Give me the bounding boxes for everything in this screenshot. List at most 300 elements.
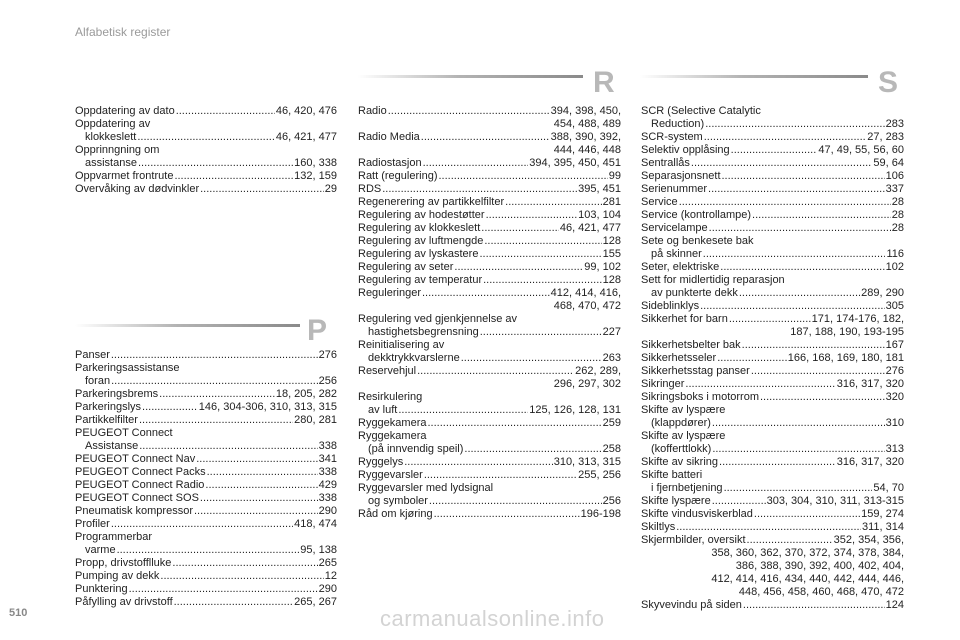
index-entry-term: Sikkerhetsbelter bak	[641, 339, 741, 351]
index-entry-term: Assistanse	[85, 440, 139, 452]
dot-leader	[720, 261, 884, 274]
index-entry-heading: PEUGEOT Connect	[75, 427, 173, 439]
dot-leader	[679, 196, 891, 209]
index-entry-pages-continued: 448, 456, 458, 460, 468, 470, 472	[738, 586, 904, 598]
index-entry	[75, 479, 337, 492]
index-entry-pages: 290	[318, 583, 337, 595]
index-entry-term: Service	[641, 196, 678, 208]
dot-leader	[712, 443, 884, 456]
index-entry	[641, 222, 904, 235]
section-p-bar	[75, 324, 300, 327]
index-entry-pages: 28	[891, 209, 904, 221]
index-entry-pages: 265, 267	[294, 596, 337, 608]
dot-leader	[434, 508, 580, 521]
index-entry-term: Punktering	[75, 583, 128, 595]
index-entry-heading: Ryggevarsler med lydsignal	[358, 482, 494, 494]
dot-leader	[142, 401, 198, 414]
index-entry-heading: Skifte batteri	[641, 469, 703, 481]
index-entry-term: Radio Media	[358, 131, 420, 143]
index-entry-heading: Sete og benkesete bak	[641, 235, 754, 247]
index-entry	[75, 131, 337, 144]
index-entry-term: Regulering av luftmengde	[358, 235, 484, 247]
index-entry-pages: 128	[602, 235, 621, 247]
index-entry-pages: 337	[885, 183, 904, 195]
dot-leader	[739, 287, 860, 300]
index-entry-pages: 320	[885, 391, 904, 403]
index-entry	[358, 326, 621, 339]
index-entry-pages: 338	[318, 466, 337, 478]
index-entry-term: Sentrallås	[641, 157, 690, 169]
index-entry	[75, 375, 337, 388]
page-number: 510	[9, 607, 28, 619]
dot-leader	[398, 404, 528, 417]
index-entry-term: Profiler	[75, 518, 110, 530]
index-entry	[358, 352, 621, 365]
index-entry	[641, 456, 904, 469]
index-entry-term: Regulering av lyskastere	[358, 248, 479, 260]
index-entry-pages: 418, 474	[294, 518, 337, 530]
index-entry-pages: 265	[318, 557, 337, 569]
index-entry-heading: Resirkulering	[358, 391, 423, 403]
index-entry-term: på skinner	[651, 248, 702, 260]
dot-leader	[129, 583, 318, 596]
index-entry-pages: 316, 317, 320	[836, 456, 904, 468]
index-entry-pages: 28	[891, 196, 904, 208]
index-entry	[358, 209, 621, 222]
index-entry	[75, 105, 337, 118]
index-entry	[641, 599, 904, 612]
dot-leader	[138, 157, 293, 170]
watermark-text: carmanualsonline.info	[380, 606, 605, 631]
index-entry-term: Sikringsboks i motorrom	[641, 391, 759, 403]
index-entry	[641, 131, 904, 144]
index-entry	[358, 365, 621, 378]
index-entry	[641, 196, 904, 209]
index-entry	[358, 248, 621, 261]
index-entry	[75, 453, 337, 466]
index-entry	[641, 118, 904, 131]
index-entry-term: Skifte vindusviskerblad	[641, 508, 753, 520]
dot-leader	[483, 274, 602, 287]
index-entry	[75, 544, 337, 557]
index-entry	[358, 469, 621, 482]
dot-leader	[484, 235, 601, 248]
index-entry-term: i fjernbetjening	[651, 482, 723, 494]
index-entry-term: Skyvevindu på siden	[641, 599, 742, 611]
index-entry-term: Partikkelfilter	[75, 414, 138, 426]
dot-leader	[691, 157, 872, 170]
dot-leader	[429, 495, 602, 508]
index-entry-pages: 290	[318, 505, 337, 517]
index-entry-pages: 103, 104	[578, 209, 621, 221]
index-entry	[641, 183, 904, 196]
index-entry	[75, 492, 337, 505]
index-entry-pages: 46, 420, 476	[275, 105, 337, 117]
index-entry-term: SCR-system	[641, 131, 703, 143]
index-entry-pages: 167	[885, 339, 904, 351]
index-entry-pages-continued: 454, 488, 489	[553, 118, 621, 130]
index-entry	[75, 414, 337, 427]
index-column-s	[641, 105, 904, 612]
dot-leader	[207, 466, 318, 479]
index-entry	[358, 196, 621, 209]
dot-leader	[194, 505, 318, 518]
index-entry	[358, 157, 621, 170]
index-entry	[641, 339, 904, 352]
index-entry-term: assistanse	[85, 157, 137, 169]
index-entry-term: PEUGEOT Connect Packs	[75, 466, 206, 478]
index-entry-term: Serienummer	[641, 183, 708, 195]
dot-leader	[719, 456, 836, 469]
dot-leader	[760, 391, 885, 404]
index-entry-pages: 256	[318, 375, 337, 387]
section-r-letter: R	[593, 66, 615, 99]
dot-leader	[174, 170, 293, 183]
index-entry	[358, 404, 621, 417]
dot-leader	[712, 417, 885, 430]
index-entry-pages: 146, 304-306, 310, 313, 315	[198, 401, 337, 413]
dot-leader	[160, 570, 323, 583]
index-entry-heading: Oppdatering av	[75, 118, 151, 130]
dot-leader	[479, 248, 601, 261]
index-entry-pages: 125, 126, 128, 131	[529, 404, 621, 416]
index-entry-heading: Sett for midlertidig reparasjon	[641, 274, 785, 286]
index-entry-pages: 47, 49, 55, 56, 60	[818, 144, 904, 156]
index-entry-pages: 259	[602, 417, 621, 429]
index-entry-pages: 289, 290	[861, 287, 904, 299]
index-entry	[358, 287, 621, 300]
dot-leader	[676, 521, 861, 534]
index-entry-term: Seter, elektriske	[641, 261, 720, 273]
dot-leader	[480, 326, 602, 339]
index-entry-pages: 316, 317, 320	[836, 378, 904, 390]
index-entry-term: Påfylling av drivstoff	[75, 596, 173, 608]
dot-leader	[117, 544, 300, 557]
dot-leader	[481, 222, 559, 235]
index-entry-term: Radiostasjon	[358, 157, 422, 169]
index-entry-pages-continued: 296, 297, 302	[553, 378, 621, 390]
index-entry-heading: Regulering ved gjenkjennelse av	[358, 313, 517, 325]
dot-leader	[704, 131, 867, 144]
index-entry-term: klokkeslett	[85, 131, 137, 143]
dot-leader	[382, 183, 577, 196]
index-entry	[358, 274, 621, 287]
index-entry-term: hastighetsbegrensning	[368, 326, 479, 338]
dot-leader	[712, 495, 766, 508]
index-entry	[358, 443, 621, 456]
dot-leader	[747, 534, 833, 547]
section-s-bar	[640, 75, 868, 78]
index-entry	[641, 521, 904, 534]
index-entry	[75, 349, 337, 362]
index-entry	[358, 105, 621, 118]
dot-leader	[200, 183, 324, 196]
index-entry-heading: Skifte av lyspære	[641, 404, 726, 416]
index-entry-pages: 313	[885, 443, 904, 455]
index-entry-pages: 412, 414, 416,	[550, 287, 621, 299]
index-entry	[358, 417, 621, 430]
index-entry-term: Reguleringer	[358, 287, 421, 299]
index-entry-pages: 227	[602, 326, 621, 338]
index-entry-pages: 54, 70	[873, 482, 904, 494]
index-entry-term: varme	[85, 544, 116, 556]
section-p-letter: P	[307, 314, 328, 347]
index-entry-pages: 388, 390, 392,	[550, 131, 621, 143]
index-entry	[358, 261, 621, 274]
index-entry-term: Propp, drivstofflluke	[75, 557, 172, 569]
index-entry	[75, 440, 337, 453]
index-entry	[358, 170, 621, 183]
index-entry-pages: 310, 313, 315	[553, 456, 621, 468]
index-column-r	[358, 105, 621, 521]
index-entry	[358, 456, 621, 469]
dot-leader	[200, 492, 318, 505]
index-entry	[641, 261, 904, 274]
index-entry-term: Regulering av klokkeslett	[358, 222, 481, 234]
index-entry-term: Sideblinklys	[641, 300, 700, 312]
index-entry-pages: 99, 102	[584, 261, 621, 273]
dot-leader	[464, 443, 601, 456]
index-entry-pages: 256	[602, 495, 621, 507]
page-header-title: Alfabetisk register	[75, 25, 171, 39]
index-entry-pages: 18, 205, 282	[275, 388, 337, 400]
index-entry	[641, 300, 904, 313]
index-entry-pages: 276	[885, 365, 904, 377]
index-entry-pages: 46, 421, 477	[559, 222, 621, 234]
dot-leader	[709, 222, 891, 235]
index-entry-pages: 280, 281	[294, 414, 337, 426]
index-entry-term: Regulering av seter	[358, 261, 454, 273]
index-entry-pages: 394, 398, 450,	[550, 105, 621, 117]
index-entry	[358, 131, 621, 144]
index-entry-term: Separasjonsnett	[641, 170, 721, 182]
index-entry-heading: Parkeringsassistanse	[75, 362, 180, 374]
section-r-bar	[358, 75, 583, 78]
index-entry-term: Overvåking av dødvinkler	[75, 183, 200, 195]
index-entry	[641, 482, 904, 495]
index-entry-heading: SCR (Selective Catalytic	[641, 105, 761, 117]
dot-leader	[742, 339, 885, 352]
index-entry-term: Servicelampe	[641, 222, 708, 234]
dot-leader	[172, 557, 317, 570]
index-entry-term: (kofferttlokk)	[651, 443, 712, 455]
index-entry	[641, 417, 904, 430]
dot-leader	[176, 105, 275, 118]
dot-leader	[722, 170, 885, 183]
index-entry-pages: 27, 283	[867, 131, 904, 143]
index-entry	[641, 170, 904, 183]
index-entry-term: Reduction)	[651, 118, 705, 130]
index-entry-term: (på innvendig speil)	[368, 443, 464, 455]
index-entry	[358, 183, 621, 196]
index-entry	[641, 378, 904, 391]
index-entry-pages: 95, 138	[300, 544, 337, 556]
index-entry-term: Reservehjul	[358, 365, 417, 377]
index-entry-pages: 394, 395, 450, 451	[529, 157, 621, 169]
dot-leader	[111, 349, 318, 362]
index-entry-term: PEUGEOT Connect Radio	[75, 479, 205, 491]
index-entry-pages: 196-198	[580, 508, 621, 520]
index-entry-term: (klappdører)	[651, 417, 711, 429]
index-entry-term: Regenerering av partikkelfilter	[358, 196, 505, 208]
index-entry	[641, 287, 904, 300]
index-entry	[641, 352, 904, 365]
index-entry-term: Pumping av dekk	[75, 570, 160, 582]
index-entry-pages: 429	[318, 479, 337, 491]
index-entry-term: PEUGEOT Connect Nav	[75, 453, 196, 465]
index-entry	[641, 391, 904, 404]
index-entry	[75, 518, 337, 531]
index-entry-pages: 102	[885, 261, 904, 273]
index-entry-term: Panser	[75, 349, 110, 361]
dot-leader	[421, 131, 550, 144]
index-entry-pages: 116	[886, 248, 904, 260]
index-entry-term: Parkeringsbrems	[75, 388, 159, 400]
index-entry-term: Sikkerhet for barn	[641, 313, 728, 325]
dot-leader	[703, 248, 886, 261]
index-entry-pages-continued: 187, 188, 190, 193-195	[790, 326, 904, 338]
index-entry-pages: 160, 338	[294, 157, 337, 169]
index-entry	[358, 222, 621, 235]
dot-leader	[486, 209, 578, 222]
index-entry	[75, 170, 337, 183]
index-entry	[75, 583, 337, 596]
dot-leader	[139, 414, 293, 427]
dot-leader	[724, 482, 873, 495]
index-entry-pages: 303, 304, 310, 311, 313-315	[766, 495, 904, 507]
index-column-p	[75, 349, 337, 609]
index-entry-pages: 283	[885, 118, 904, 130]
dot-leader	[423, 157, 529, 170]
index-entry-pages: 255, 256	[578, 469, 621, 481]
index-entry-heading: Programmerbar	[75, 531, 153, 543]
index-entry	[75, 570, 337, 583]
index-entry-term: Skiltlys	[641, 521, 676, 533]
index-entry	[75, 596, 337, 609]
index-entry-pages: 99	[608, 170, 621, 182]
dot-leader	[717, 352, 787, 365]
index-entry-term: Oppvarmet frontrute	[75, 170, 174, 182]
index-entry-term: Skifte lyspære	[641, 495, 711, 507]
index-entry-term: Skjermbilder, oversikt	[641, 534, 746, 546]
index-entry-pages: 341	[318, 453, 337, 465]
index-entry	[358, 508, 621, 521]
dot-leader	[422, 287, 550, 300]
index-entry-pages: 46, 421, 477	[275, 131, 337, 143]
index-entry-pages-continued: 468, 470, 472	[553, 300, 621, 312]
dot-leader	[427, 417, 601, 430]
dot-leader	[685, 378, 835, 391]
index-entry	[75, 183, 337, 196]
index-entry	[75, 388, 337, 401]
index-entry-term: og symboler	[368, 495, 428, 507]
index-entry-pages: 128	[602, 274, 621, 286]
index-entry-pages: 106	[885, 170, 904, 182]
index-entry	[641, 495, 904, 508]
index-entry-heading: Opprinngning om	[75, 144, 160, 156]
dot-leader	[438, 170, 607, 183]
index-entry-pages: 338	[318, 492, 337, 504]
index-entry-pages: 155	[602, 248, 621, 260]
dot-leader	[139, 440, 317, 453]
index-entry	[641, 443, 904, 456]
index-entry-pages: 124	[885, 599, 904, 611]
dot-leader	[196, 453, 317, 466]
index-entry-pages: 276	[318, 349, 337, 361]
section-s-letter: S	[878, 66, 899, 99]
index-entry-term: Regulering av hodestøtter	[358, 209, 485, 221]
index-entry-pages: 281	[602, 196, 621, 208]
index-entry	[641, 313, 904, 326]
index-entry-term: Regulering av temperatur	[358, 274, 483, 286]
index-entry-pages: 132, 159	[294, 170, 337, 182]
index-entry-pages: 262, 289,	[575, 365, 621, 377]
index-entry-term: Pneumatisk kompressor	[75, 505, 193, 517]
index-entry	[75, 157, 337, 170]
index-entry-pages: 166, 168, 169, 180, 181	[787, 352, 904, 364]
index-entry-term: PEUGEOT Connect SOS	[75, 492, 199, 504]
index-entry-term: Selektiv opplåsing	[641, 144, 730, 156]
index-column-o	[75, 105, 337, 196]
index-entry-pages: 311, 314	[861, 521, 904, 533]
index-entry-term: av punkterte dekk	[651, 287, 738, 299]
dot-leader	[159, 388, 275, 401]
index-entry-term: Skifte av sikring	[641, 456, 719, 468]
index-entry	[641, 144, 904, 157]
index-entry-term: Råd om kjøring	[358, 508, 433, 520]
index-entry-term: Radio	[358, 105, 387, 117]
dot-leader	[205, 479, 317, 492]
index-entry	[75, 466, 337, 479]
index-entry-pages: 338	[318, 440, 337, 452]
index-entry	[358, 235, 621, 248]
dot-leader	[111, 375, 318, 388]
index-entry-pages: 395, 451	[578, 183, 621, 195]
index-entry-term: Service (kontrollampe)	[641, 209, 752, 221]
dot-leader	[743, 599, 885, 612]
index-entry-term: Parkeringslys	[75, 401, 142, 413]
dot-leader	[505, 196, 602, 209]
dot-leader	[705, 118, 884, 131]
index-entry-heading: Reinitialisering av	[358, 339, 445, 351]
dot-leader	[174, 596, 294, 609]
index-entry	[75, 401, 337, 414]
index-entry-heading: Skifte av lyspære	[641, 430, 726, 442]
dot-leader	[729, 313, 811, 326]
index-entry-pages-continued: 412, 414, 416, 434, 440, 442, 444, 446,	[711, 573, 904, 585]
index-entry	[75, 557, 337, 570]
dot-leader	[751, 365, 885, 378]
index-entry-term: Oppdatering av dato	[75, 105, 175, 117]
dot-leader	[461, 352, 602, 365]
index-entry-term: Sikringer	[641, 378, 685, 390]
index-entry-term: Ryggelys	[358, 456, 404, 468]
index-entry-term: Ryggevarsler	[358, 469, 423, 481]
index-entry	[358, 495, 621, 508]
index-entry-term: foran	[85, 375, 111, 387]
index-entry-pages: 12	[324, 570, 337, 582]
index-entry	[641, 534, 904, 547]
index-entry-term: Sikkerhetsstag panser	[641, 365, 750, 377]
index-entry	[641, 157, 904, 170]
index-entry-heading: Ryggekamera	[358, 430, 427, 442]
index-entry-pages: 310	[885, 417, 904, 429]
dot-leader	[404, 456, 552, 469]
dot-leader	[700, 300, 885, 313]
index-entry-pages: 28	[891, 222, 904, 234]
index-entry-pages-continued: 358, 360, 362, 370, 372, 374, 378, 384,	[711, 547, 904, 559]
dot-leader	[731, 144, 818, 157]
